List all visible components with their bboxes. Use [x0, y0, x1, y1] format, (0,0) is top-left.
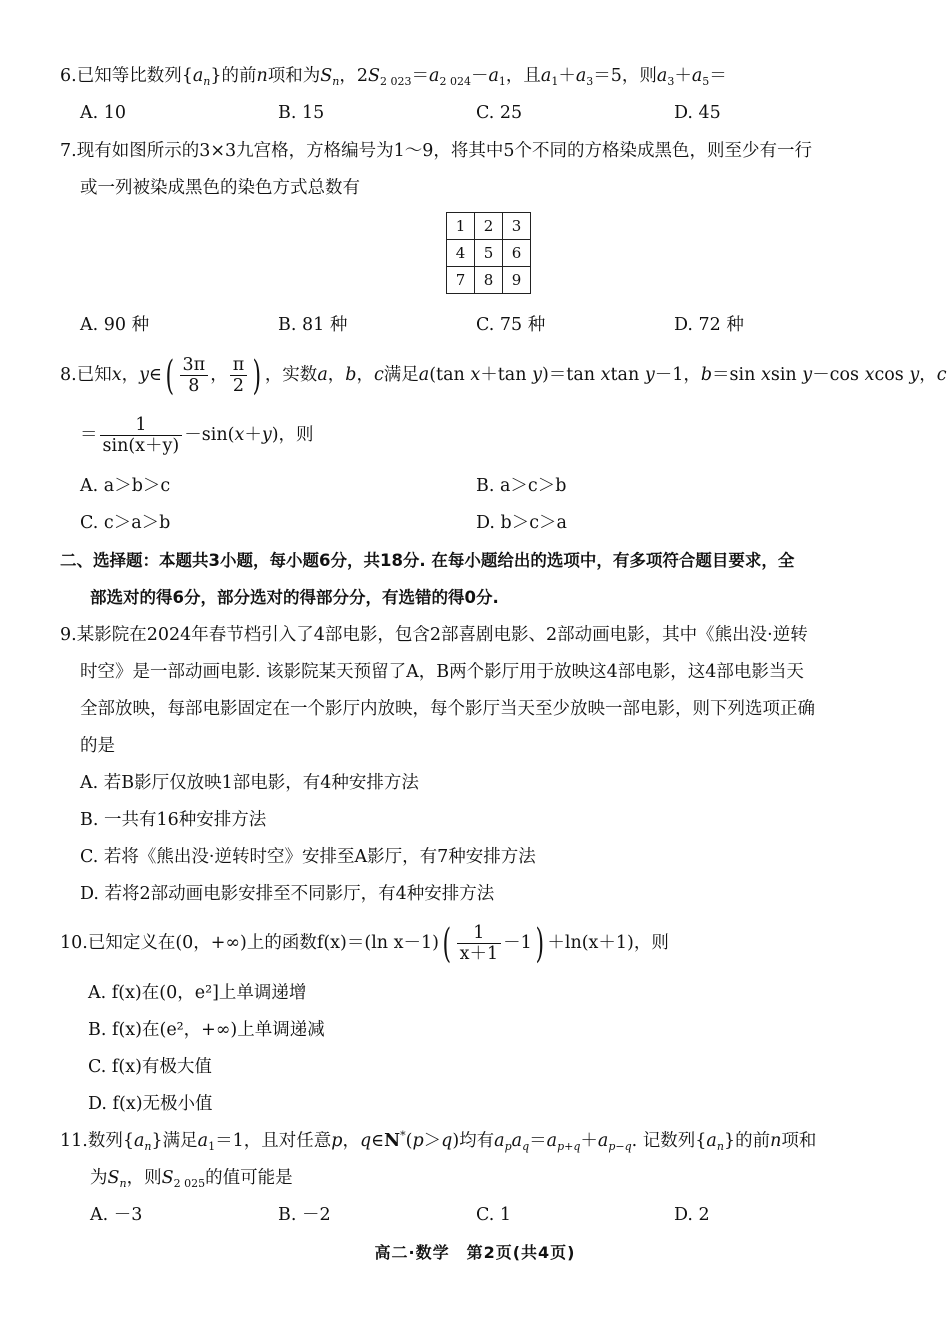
question-9-option-d: D. 若将2部动画电影安排至不同影厅，有4种安排方法	[80, 884, 495, 904]
grid-cell: 9	[503, 267, 531, 294]
question-7-option-d: D. 72 种	[674, 315, 744, 335]
question-11-option-b: B. －2	[278, 1205, 331, 1225]
section-2-heading-line2: 部选对的得6分，部分选对的得部分分，有选错的得0分.	[90, 588, 499, 607]
grid-cell: 8	[475, 267, 503, 294]
question-10-option-b: B. f(x)在(e²，+∞)上单调递减	[88, 1020, 325, 1040]
question-7-option-c: C. 75 种	[476, 315, 546, 335]
question-9-option-b: B. 一共有16种安排方法	[80, 810, 267, 830]
question-8-stem-line2: ＝ $\frac{1}{\sin(x+y)}$ －sin(x＋y)，则	[80, 415, 314, 456]
grid-cell: 6	[503, 240, 531, 267]
question-10-option-a: A. f(x)在(0，e²]上单调递增	[88, 983, 307, 1003]
question-8-stem-line1: 8.已知x，y∈( $\frac{3\pi}{8}$ ， $\frac{\pi}{2}$ ) ，实数a，b，c满足a(tan x＋tan y)＝tan xtan y－1，b＝sin xsin y－cos xcos y，c	[60, 352, 947, 399]
question-11-option-a: A. －3	[90, 1205, 143, 1225]
question-10-stem: 10.已知定义在(0，+∞)上的函数f(x)＝(ln x－1)( $\frac{1}{x+1}$ －1) ＋ln(x＋1)，则	[60, 920, 669, 967]
grid-cell: 1	[447, 213, 475, 240]
question-7-stem-line1: 7.现有如图所示的3×3九宫格，方格编号为1～9，将其中5个不同的方格染成黑色，则至少有一行	[60, 141, 813, 161]
question-7-option-b: B. 81 种	[278, 315, 348, 335]
question-9-option-a: A. 若B影厅仅放映1部电影，有4种安排方法	[80, 773, 419, 793]
question-8-option-c: C. c＞a＞b	[80, 513, 171, 533]
question-11-stem-line1: 11.数列$\{a_n\}$满足$a_1=1$，且对任意p，q∈N*(p＞q)均有$a_pa_q=a_{p+q}+a_{p-q}$. 记数列$\{a_n\}$的前n项和	[60, 1129, 817, 1153]
question-7-stem-line2: 或一列被染成黑色的染色方式总数有	[80, 178, 360, 198]
question-6-stem: 6.已知等比数列$\{a_n\}$的前n项和为$S_n$，$2S_{2 023}=a_{2 024}-a_1$，且$a_1+a_3=5$，则$a_3+a_5=$	[60, 66, 727, 88]
question-6-option-a: A. 10	[80, 103, 127, 123]
question-6-option-c: C. 25	[476, 103, 523, 123]
section-2-heading-line1: 二、选择题：本题共3小题，每小题6分，共18分. 在每小题给出的选项中，有多项符合题目要求，全	[60, 551, 795, 570]
question-9-stem-line4: 的是	[80, 736, 115, 756]
question-9-stem-line3: 全部放映，每部电影固定在一个影厅内放映，每个影厅当天至少放映一部电影，则下列选项正确	[80, 699, 815, 719]
grid-cell: 7	[447, 267, 475, 294]
question-6-option-d: D. 45	[674, 103, 721, 123]
grid-cell: 3	[503, 213, 531, 240]
question-10-option-c: C. f(x)有极大值	[88, 1057, 212, 1077]
question-7-option-a: A. 90 种	[80, 315, 150, 335]
grid-cell: 5	[475, 240, 503, 267]
page-footer: 高二·数学 第2页(共4页)	[374, 1243, 576, 1262]
question-9-option-c: C. 若将《熊出没·逆转时空》安排至A影厅，有7种安排方法	[80, 847, 536, 867]
question-10-option-d: D. f(x)无极小值	[88, 1094, 213, 1114]
question-8-option-a: A. a＞b＞c	[80, 476, 171, 496]
grid-cell: 4	[447, 240, 475, 267]
question-6-option-b: B. 15	[278, 103, 325, 123]
question-11-option-d: D. 2	[674, 1205, 710, 1225]
question-11-option-c: C. 1	[476, 1205, 512, 1225]
question-9-stem-line2: 时空》是一部动画电影. 该影院某天预留了A，B两个影厅用于放映这4部电影，这4部电影当天	[80, 662, 804, 682]
question-8-option-d: D. b＞c＞a	[476, 513, 567, 533]
question-11-stem-line2: 为$S_n$，则$S_{2 025}$的值可能是	[90, 1168, 293, 1190]
nine-grid-figure	[446, 212, 531, 294]
question-8-option-b: B. a＞c＞b	[476, 476, 567, 496]
question-9-stem-line1: 9.某影院在2024年春节档引入了4部电影，包含2部喜剧电影、2部动画电影，其中《熊出没·逆转	[60, 625, 808, 645]
grid-cell: 2	[475, 213, 503, 240]
